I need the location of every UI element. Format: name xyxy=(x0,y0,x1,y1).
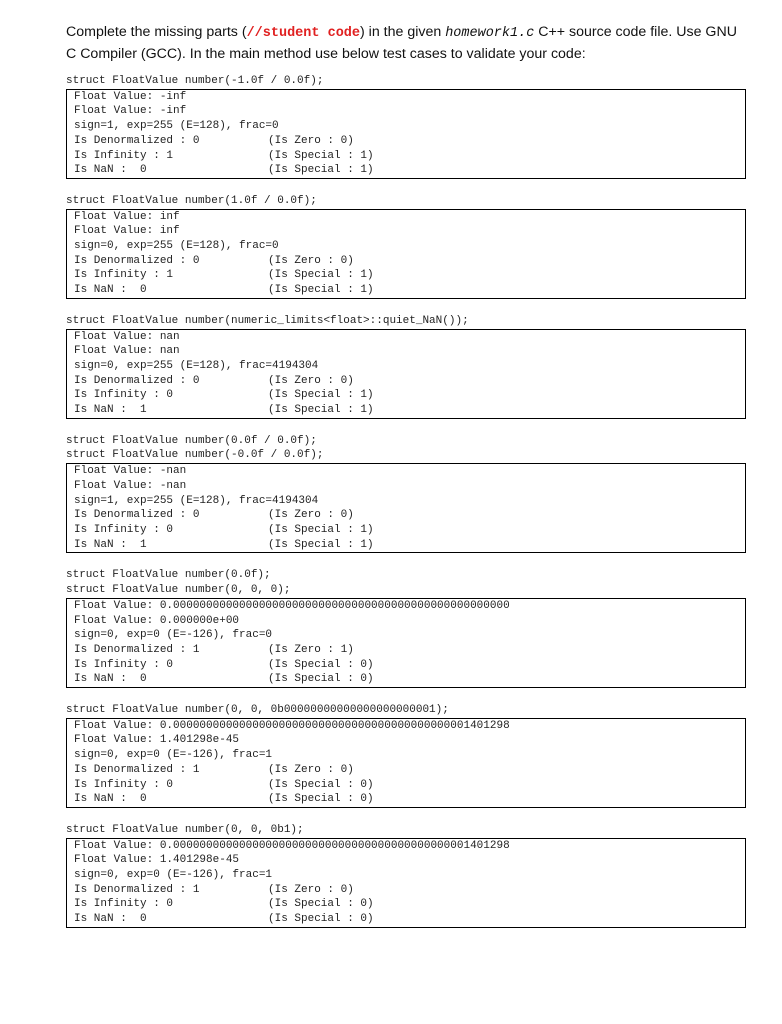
is-special: (Is Special : 0) xyxy=(268,793,374,806)
is-zero: (Is Zero : 0) xyxy=(268,763,354,776)
is-nan: Is NaN : 0 xyxy=(74,673,147,686)
student-code-marker: //student code xyxy=(246,26,360,41)
is-denormalized: Is Denormalized : 1 xyxy=(74,643,200,656)
is-special: (Is Special : 1) xyxy=(268,389,374,402)
output-box xyxy=(66,329,746,419)
test-case xyxy=(66,74,746,179)
intro-text-1: Complete the missing parts ( xyxy=(66,24,247,40)
is-zero: (Is Zero : 0) xyxy=(268,509,354,522)
output-box xyxy=(66,838,746,928)
declarations xyxy=(66,823,746,838)
is-denormalized: Is Denormalized : 1 xyxy=(74,763,200,776)
is-infinity: Is Infinity : 1 xyxy=(74,269,174,282)
float-value-line: Float Value: nan xyxy=(74,345,180,358)
declarations xyxy=(66,314,746,329)
is-special: (Is Special : 0) xyxy=(268,778,374,791)
declarations xyxy=(66,74,746,89)
test-case xyxy=(66,434,746,554)
float-value-line: Float Value: 0.000000000000000000000000000000000000000000001401298 xyxy=(74,719,510,732)
test-case xyxy=(66,314,746,419)
float-value-line: Float Value: -nan xyxy=(74,465,187,478)
is-zero: (Is Zero : 0) xyxy=(268,254,354,267)
test-case xyxy=(66,194,746,299)
is-nan: Is NaN : 0 xyxy=(74,913,147,926)
is-nan: Is NaN : 1 xyxy=(74,538,147,551)
float-value-line: Float Value: inf xyxy=(74,225,180,238)
is-nan: Is NaN : 1 xyxy=(74,404,147,417)
is-nan: Is NaN : 0 xyxy=(74,164,147,177)
struct-declaration: struct FloatValue number(1.0f / 0.0f); xyxy=(66,194,317,207)
float-value-line: Float Value: -inf xyxy=(74,105,187,118)
float-value-line: Float Value: -inf xyxy=(74,90,187,103)
float-value-line: Float Value: 1.401298e-45 xyxy=(74,854,240,867)
declarations xyxy=(66,194,746,209)
test-cases xyxy=(66,74,746,928)
declarations xyxy=(66,434,746,463)
sign-exp-frac-line: sign=1, exp=255 (E=128), frac=4194304 xyxy=(74,494,319,507)
float-value-line: Float Value: 0.000000000000000000000000000000000000000000001401298 xyxy=(74,839,510,852)
struct-declaration: struct FloatValue number(0.0f / 0.0f); xyxy=(66,434,317,447)
sign-exp-frac-line: sign=0, exp=255 (E=128), frac=0 xyxy=(74,240,279,253)
is-special: (Is Special : 0) xyxy=(268,673,374,686)
is-infinity: Is Infinity : 0 xyxy=(74,898,174,911)
output-box xyxy=(66,209,746,299)
is-special: (Is Special : 1) xyxy=(268,269,374,282)
declarations xyxy=(66,568,746,597)
is-denormalized: Is Denormalized : 0 xyxy=(74,134,200,147)
struct-declaration: struct FloatValue number(numeric_limits<float>::quiet_NaN()); xyxy=(66,314,469,327)
is-special: (Is Special : 1) xyxy=(268,523,374,536)
is-infinity: Is Infinity : 0 xyxy=(74,523,174,536)
struct-declaration: struct FloatValue number(0, 0, 0b1); xyxy=(66,823,304,836)
is-denormalized: Is Denormalized : 0 xyxy=(74,374,200,387)
float-value-line: Float Value: inf xyxy=(74,210,180,223)
test-case xyxy=(66,703,746,808)
is-zero: (Is Zero : 1) xyxy=(268,643,354,656)
float-value-line: Float Value: 1.401298e-45 xyxy=(74,734,240,747)
is-denormalized: Is Denormalized : 0 xyxy=(74,509,200,522)
filename: homework1.c xyxy=(445,26,535,41)
is-special: (Is Special : 1) xyxy=(268,404,374,417)
is-special: (Is Special : 1) xyxy=(268,164,374,177)
float-value-line: Float Value: 0.000000e+00 xyxy=(74,614,240,627)
test-case xyxy=(66,568,746,688)
instructions-paragraph xyxy=(66,22,746,64)
sign-exp-frac-line: sign=0, exp=255 (E=128), frac=4194304 xyxy=(74,359,319,372)
test-case xyxy=(66,823,746,928)
is-infinity: Is Infinity : 0 xyxy=(74,389,174,402)
intro-text-2: ) in the given xyxy=(360,24,446,40)
output-box xyxy=(66,89,746,179)
sign-exp-frac-line: sign=0, exp=0 (E=-126), frac=1 xyxy=(74,749,273,762)
output-box xyxy=(66,598,746,688)
is-special: (Is Special : 0) xyxy=(268,898,374,911)
sign-exp-frac-line: sign=0, exp=0 (E=-126), frac=1 xyxy=(74,869,273,882)
is-nan: Is NaN : 0 xyxy=(74,284,147,297)
float-value-line: Float Value: -nan xyxy=(74,479,187,492)
document-page xyxy=(66,22,746,943)
float-value-line: Float Value: nan xyxy=(74,330,180,343)
output-box xyxy=(66,463,746,553)
is-infinity: Is Infinity : 0 xyxy=(74,658,174,671)
struct-declaration: struct FloatValue number(0, 0, 0); xyxy=(66,584,291,597)
struct-declaration: struct FloatValue number(-1.0f / 0.0f); xyxy=(66,75,324,87)
is-denormalized: Is Denormalized : 1 xyxy=(74,883,200,896)
declarations xyxy=(66,703,746,718)
struct-declaration: struct FloatValue number(0.0f); xyxy=(66,569,271,582)
is-infinity: Is Infinity : 1 xyxy=(74,149,174,162)
is-special: (Is Special : 1) xyxy=(268,538,374,551)
sign-exp-frac-line: sign=1, exp=255 (E=128), frac=0 xyxy=(74,120,279,133)
is-special: (Is Special : 0) xyxy=(268,658,374,671)
is-special: (Is Special : 1) xyxy=(268,149,374,162)
struct-declaration: struct FloatValue number(-0.0f / 0.0f); xyxy=(66,449,324,462)
output-box xyxy=(66,718,746,808)
is-special: (Is Special : 1) xyxy=(268,284,374,297)
float-value-line: Float Value: 0.000000000000000000000000000000000000000000000000000 xyxy=(74,599,510,612)
is-zero: (Is Zero : 0) xyxy=(268,374,354,387)
is-denormalized: Is Denormalized : 0 xyxy=(74,254,200,267)
is-infinity: Is Infinity : 0 xyxy=(74,778,174,791)
is-nan: Is NaN : 0 xyxy=(74,793,147,806)
sign-exp-frac-line: sign=0, exp=0 (E=-126), frac=0 xyxy=(74,629,273,642)
is-zero: (Is Zero : 0) xyxy=(268,134,354,147)
is-zero: (Is Zero : 0) xyxy=(268,883,354,896)
is-special: (Is Special : 0) xyxy=(268,913,374,926)
struct-declaration: struct FloatValue number(0, 0, 0b00000000000000000000001); xyxy=(66,704,449,717)
intro-text-3: C++ source code file. Use GNU C Compiler (GCC). In the main method use below test cases to validate your code: xyxy=(66,24,737,62)
